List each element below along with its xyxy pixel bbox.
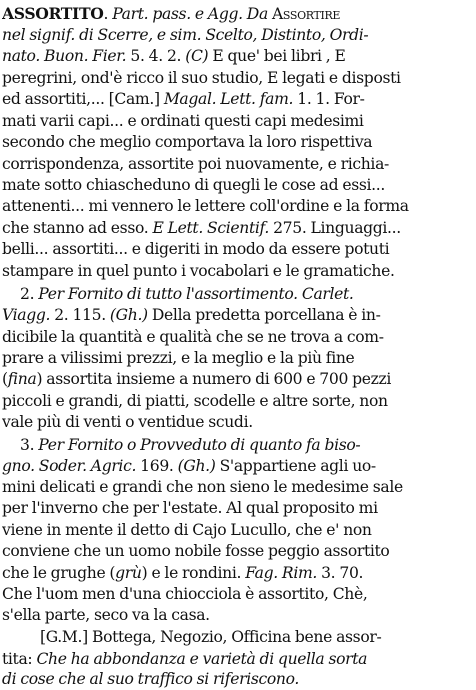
headword: ASSORTITO [2, 4, 104, 23]
italic-segment: Fag. Rim. [245, 564, 322, 582]
text-segment: 275. Linguaggi... [273, 219, 401, 237]
text-segment: vale più di venti o ventidue scudi. [2, 413, 253, 431]
text-segment: . [103, 5, 113, 23]
text-segment: ( [2, 370, 8, 388]
text-segment: 2. 115. [54, 306, 110, 324]
text-line [40, 626, 460, 648]
text-segment: peregrini, ond'è ricco il suo studio, E legati e disposti [2, 69, 401, 87]
italic-segment: fina [7, 370, 37, 388]
text-line [2, 24, 460, 46]
text-line [2, 540, 460, 562]
text-segment: mini delicati e grandi che non sieno le medesime sale [2, 478, 403, 496]
text-segment: che stanno ad esso. [2, 219, 153, 237]
italic-segment: (C) [185, 47, 209, 65]
text-line [2, 519, 460, 541]
italic-segment: Viagg. [2, 306, 55, 324]
text-segment: S'appartiene agli uo- [215, 457, 376, 475]
text-segment: s'ella parte, seco va la casa. [2, 606, 210, 624]
italic-segment: (Gh.) [177, 457, 216, 475]
text-line [2, 67, 460, 89]
text-segment: belli... assortiti... e digeriti in modo da essere potuti [2, 240, 390, 258]
italic-segment: gno. Soder. Agric. [2, 457, 141, 475]
text-line [2, 3, 460, 25]
italic-segment: (Gh.) [109, 306, 148, 324]
text-segment: 3. 70. [321, 564, 364, 582]
text-line [2, 347, 460, 369]
text-segment: Che l'uom men d'una chiocciola è assortito, Chè, [2, 585, 368, 603]
italic-segment: Che ha abbondanza e varietà di quella sorta [36, 650, 368, 668]
small-caps-segment: Assortire [272, 5, 341, 23]
text-segment: 1. 1. For- [297, 90, 365, 108]
text-segment: mate sotto chiascheduno di quegli le cose ad essi... [2, 176, 385, 194]
text-segment: [G.M.] Bottega, Negozio, Officina bene assor- [40, 628, 382, 646]
text-segment: piccoli e grandi, di piatti, scodelle e altre sorte, non [2, 392, 388, 410]
italic-segment: Per Fornito di tutto l'assortimento. Carlet. [38, 285, 354, 303]
text-line [2, 131, 460, 153]
text-line [20, 283, 460, 305]
text-segment: dicibile la quantità e qualità che se ne trova a com- [2, 328, 384, 346]
text-line [2, 88, 460, 110]
text-segment: corrispondenza, assortite poi nuovamente, e richia- [2, 155, 389, 173]
text-segment: 3. [20, 436, 39, 454]
italic-segment: nato. Buon. Fier. [2, 47, 131, 65]
text-segment: per l'inverno che per l'estate. Al qual proposito mi [2, 499, 378, 517]
italic-segment: Magal. Lett. fam. [163, 90, 298, 108]
italic-segment: di cose che al suo traffico si riferiscono. [2, 670, 299, 688]
text-segment: attenenti... mi vennero le lettere coll'ordine e la forma [2, 197, 409, 215]
text-line [2, 668, 460, 690]
text-line [2, 110, 460, 132]
text-segment: stampare in quel punto i vocabolari e le gramatiche. [2, 262, 395, 280]
text-segment: 5. 4. 2. [130, 47, 186, 65]
text-line [2, 411, 460, 433]
text-line [2, 583, 460, 605]
text-segment: prare a vilissimi prezzi, e la meglio e la più fine [2, 349, 355, 367]
text-segment: ) assortita insieme a numero di 600 e 700 pezzi [36, 370, 392, 388]
text-segment: mati varii capi... e ordinati questi capi medesimi [2, 112, 364, 130]
italic-segment: Part. pass. e Agg. Da [112, 5, 273, 23]
text-line [2, 304, 460, 326]
text-line [2, 238, 460, 260]
italic-segment: E Lett. Scientif. [152, 219, 274, 237]
text-line [2, 497, 460, 519]
text-segment: secondo che meglio comportava la loro rispettiva [2, 133, 373, 151]
text-line [2, 45, 460, 67]
text-segment: che le grughe ( [2, 564, 116, 582]
text-segment: ) e le rondini. [141, 564, 246, 582]
text-line [2, 648, 460, 670]
text-line [2, 217, 460, 239]
text-line [20, 434, 460, 456]
italic-segment: Per Fornito o Provveduto di quanto fa biso- [38, 436, 361, 454]
text-segment: E que' bei libri , E [208, 47, 346, 65]
text-line [2, 153, 460, 175]
italic-segment: grù [115, 564, 142, 582]
text-line [2, 368, 460, 390]
text-line [2, 476, 460, 498]
text-line [2, 326, 460, 348]
text-line [2, 390, 460, 412]
text-segment: tita: [2, 650, 37, 668]
text-line [2, 455, 460, 477]
italic-segment: nel signif. di Scerre, e sim. Scelto, Distinto, Ordi- [2, 26, 369, 44]
text-line [2, 562, 460, 584]
text-segment: 169. [140, 457, 178, 475]
text-segment: ed assortiti,... [Cam.] [2, 90, 164, 108]
text-line [2, 604, 460, 626]
text-segment: conviene che un uomo nobile fosse peggio assortito [2, 542, 390, 560]
text-line [2, 174, 460, 196]
text-line [2, 260, 460, 282]
text-segment: 2. [20, 285, 39, 303]
text-segment: viene in mente il detto di Cajo Lucullo, che e' non [2, 521, 372, 539]
text-segment: Della predetta porcellana è in- [147, 306, 381, 324]
text-line [2, 195, 460, 217]
